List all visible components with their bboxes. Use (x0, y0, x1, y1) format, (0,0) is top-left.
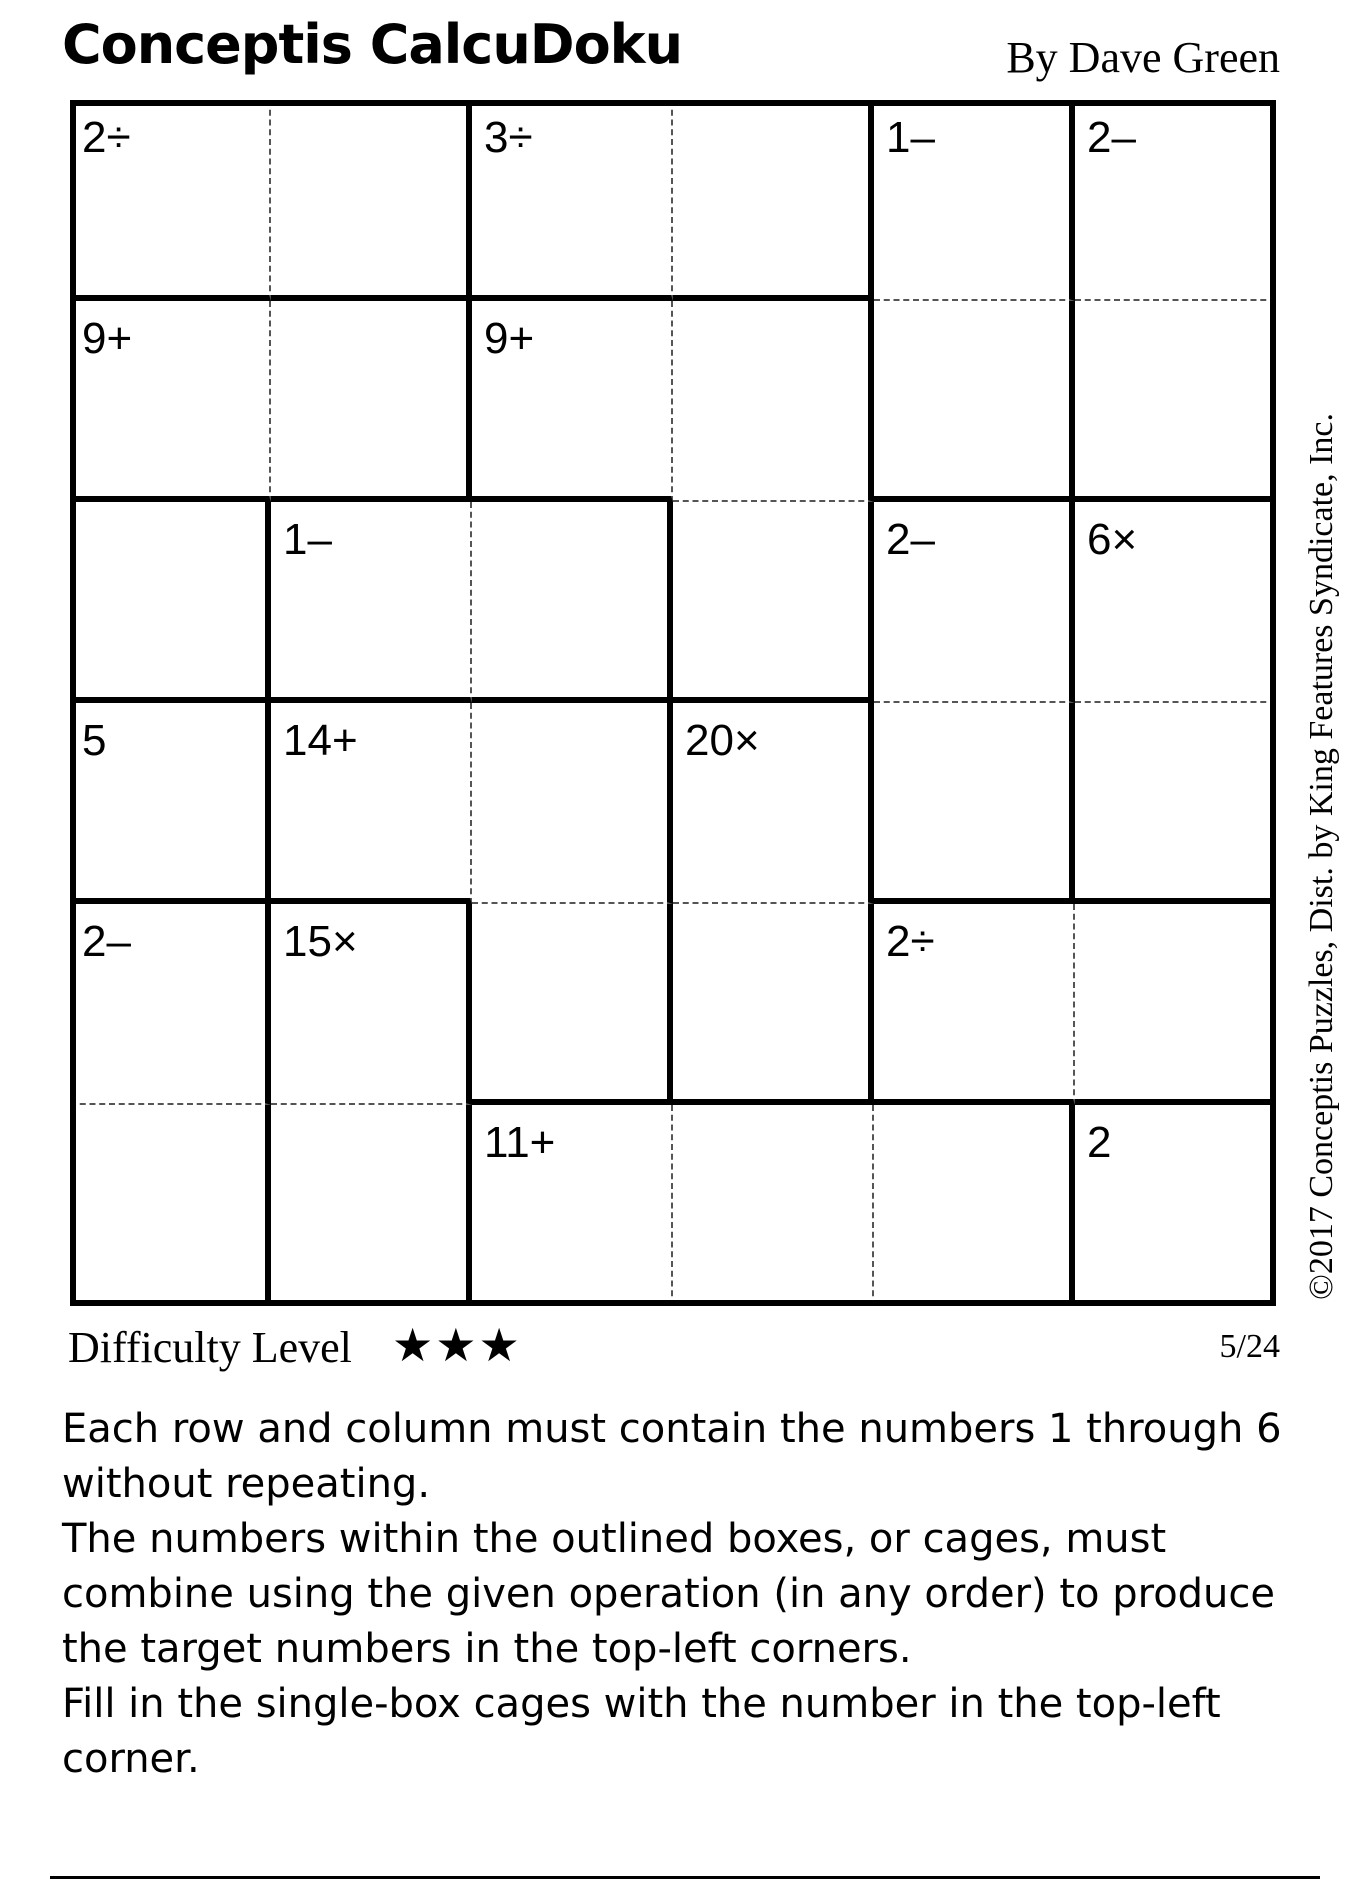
grid-cell[interactable] (1075, 904, 1276, 1105)
bottom-divider (50, 1876, 1320, 1879)
grid-cell[interactable] (874, 904, 1075, 1105)
cage-clue: 9+ (82, 314, 133, 363)
cage-clue: 11+ (484, 1118, 556, 1167)
cage-clue: 1– (886, 113, 935, 162)
grid-cell[interactable] (1075, 100, 1276, 301)
puzzle-date: 5/24 (1219, 1328, 1280, 1365)
grid-cell[interactable] (70, 100, 271, 301)
difficulty-stars: ★★★ (392, 1318, 522, 1372)
cage-clue: 15× (283, 917, 358, 966)
grid-cell[interactable] (472, 100, 673, 301)
instruction-single-cages: Fill in the single-box cages with the number in the top-left corner. (62, 1681, 1221, 1782)
cage-clue: 5 (82, 716, 107, 765)
grid-cell[interactable] (472, 703, 673, 904)
instructions (62, 1402, 1332, 1787)
author-byline: By Dave Green (1006, 33, 1280, 82)
grid-cell[interactable] (1075, 1105, 1276, 1306)
cage-clue: 2– (886, 515, 935, 564)
grid-cell[interactable] (1075, 502, 1276, 703)
grid-cell[interactable] (874, 502, 1075, 703)
grid-cell[interactable] (673, 703, 874, 904)
grid-cell[interactable] (1075, 301, 1276, 502)
cage-clue: 2 (1087, 1118, 1112, 1167)
difficulty-label: Difficulty Level (68, 1323, 352, 1372)
grid-cell[interactable] (271, 703, 472, 904)
grid-cell[interactable] (673, 301, 874, 502)
calcudoku-grid (70, 100, 1276, 1306)
cage-clue: 2÷ (886, 917, 935, 966)
grid-cell[interactable] (874, 1105, 1075, 1306)
grid-cell[interactable] (271, 100, 472, 301)
cage-clue: 20× (685, 716, 760, 765)
grid-cell[interactable] (673, 1105, 874, 1306)
grid-cell[interactable] (673, 100, 874, 301)
grid-cell[interactable] (70, 502, 271, 703)
grid-cell[interactable] (874, 703, 1075, 904)
grid-cell[interactable] (472, 904, 673, 1105)
cage-clue: 9+ (484, 314, 535, 363)
grid-cell[interactable] (70, 904, 271, 1105)
grid-cell[interactable] (1075, 703, 1276, 904)
grid-cell[interactable] (70, 703, 271, 904)
grid-cell[interactable] (874, 301, 1075, 502)
grid-cell[interactable] (472, 301, 673, 502)
cage-clue: 2÷ (82, 113, 131, 162)
instruction-cages: The numbers within the outlined boxes, or cages, must combine using the given operation (in any order) to produce the target numbers in the top-left corners. (62, 1516, 1276, 1672)
copyright-notice: ©2017 Conceptis Puzzles, Dist. by King Features Syndicate, Inc. (1303, 412, 1340, 1300)
cage-clue: 6× (1087, 515, 1138, 564)
cage-clue: 2– (82, 917, 131, 966)
cage-clue: 3÷ (484, 113, 533, 162)
grid-cell[interactable] (70, 1105, 271, 1306)
grid-cell[interactable] (673, 904, 874, 1105)
grid-cell[interactable] (271, 904, 472, 1105)
cage-clue: 14+ (283, 716, 358, 765)
grid-cell[interactable] (472, 502, 673, 703)
grid-cell[interactable] (271, 1105, 472, 1306)
cage-clue: 1– (283, 515, 332, 564)
instruction-rows-columns: Each row and column must contain the numbers 1 through 6 without repeating. (62, 1406, 1282, 1507)
grid-cell[interactable] (271, 301, 472, 502)
grid-cell[interactable] (673, 502, 874, 703)
cage-clue: 2– (1087, 113, 1136, 162)
grid-cell[interactable] (70, 301, 271, 502)
puzzle-title: Conceptis CalcuDoku (62, 13, 683, 76)
grid-cell[interactable] (271, 502, 472, 703)
grid-cell[interactable] (874, 100, 1075, 301)
grid-cell[interactable] (472, 1105, 673, 1306)
